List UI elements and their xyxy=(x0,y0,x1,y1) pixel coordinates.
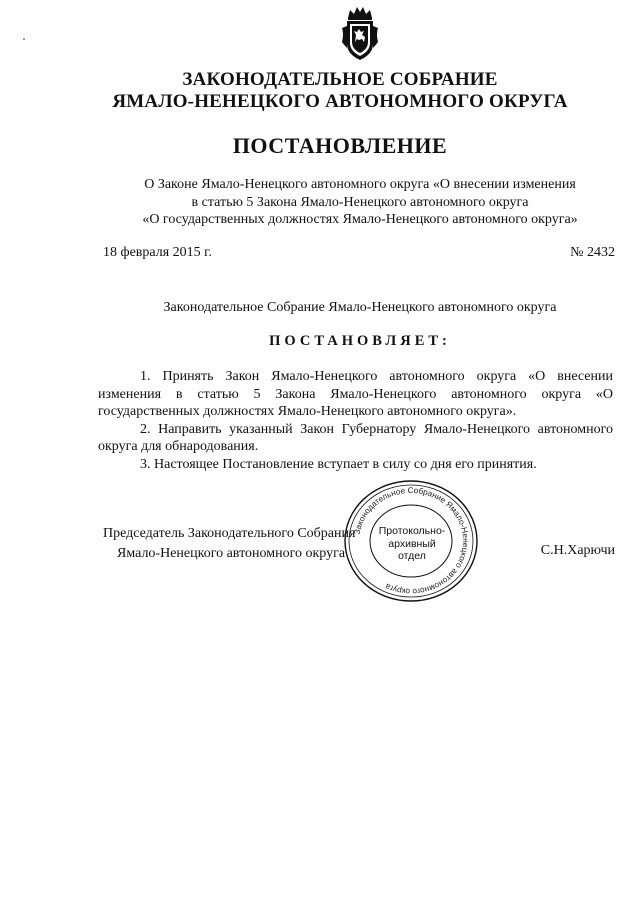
document-date: 18 февраля 2015 г. xyxy=(103,245,212,260)
issuing-body: Законодательное Собрание Ямало-Ненецкого автономного округа xyxy=(163,300,557,315)
signatory-position xyxy=(103,524,373,564)
coat-of-arms-icon xyxy=(339,4,381,62)
document-number: № 2432 xyxy=(570,245,615,260)
resolves-heading: ПОСТАНОВЛЯЕТ: xyxy=(269,333,451,349)
stamp-ring-text: Законодательное Собрание Ямало-Ненецкого автономного округа xyxy=(352,485,471,597)
resolution-paragraph: 3. Настоящее Постановление вступает в силу со дня его принятия. xyxy=(140,456,537,472)
resolution-paragraph: 2. Направить указанный Закон Губернатору Ямало-Ненецкого автономного округа для обнародования. xyxy=(98,421,613,454)
resolution-paragraph: 1. Принять Закон Ямало-Ненецкого автономного округа «О внесении изменения в статью 5 Закона Ямало-Ненецкого автономного округа «О государственных должностях Ямало-Ненецкого автономного округа». xyxy=(98,369,613,419)
stamp-center-line: Протокольно- xyxy=(378,525,446,537)
resolution-body xyxy=(98,368,613,473)
document-type-title: ПОСТАНОВЛЕНИЕ xyxy=(232,133,448,158)
scan-speck xyxy=(23,38,25,40)
subject-line: О Законе Ямало-Ненецкого автономного округа «О внесении изменения xyxy=(144,177,576,192)
signatory-position-line1: Председатель Законодательного Собрания xyxy=(103,526,356,541)
document-subject xyxy=(60,176,640,229)
stamp-center-text xyxy=(362,525,462,563)
stamp-center-line: отдел xyxy=(398,550,426,562)
subject-line: «О государственных должностях Ямало-Ненецкого автономного округа» xyxy=(142,212,578,227)
signatory-position-line2: Ямало-Ненецкого автономного округа xyxy=(117,546,346,561)
stamp-center-line: архивный xyxy=(388,537,436,550)
organization-name-line2: ЯМАЛО-НЕНЕЦКОГО АВТОНОМНОГО ОКРУГА xyxy=(112,91,568,112)
signatory-name: С.Н.Харючи xyxy=(540,543,615,558)
organization-name-line1: ЗАКОНОДАТЕЛЬНОЕ СОБРАНИЕ xyxy=(182,69,498,90)
subject-line: в статью 5 Закона Ямало-Ненецкого автономного округа xyxy=(191,194,529,210)
